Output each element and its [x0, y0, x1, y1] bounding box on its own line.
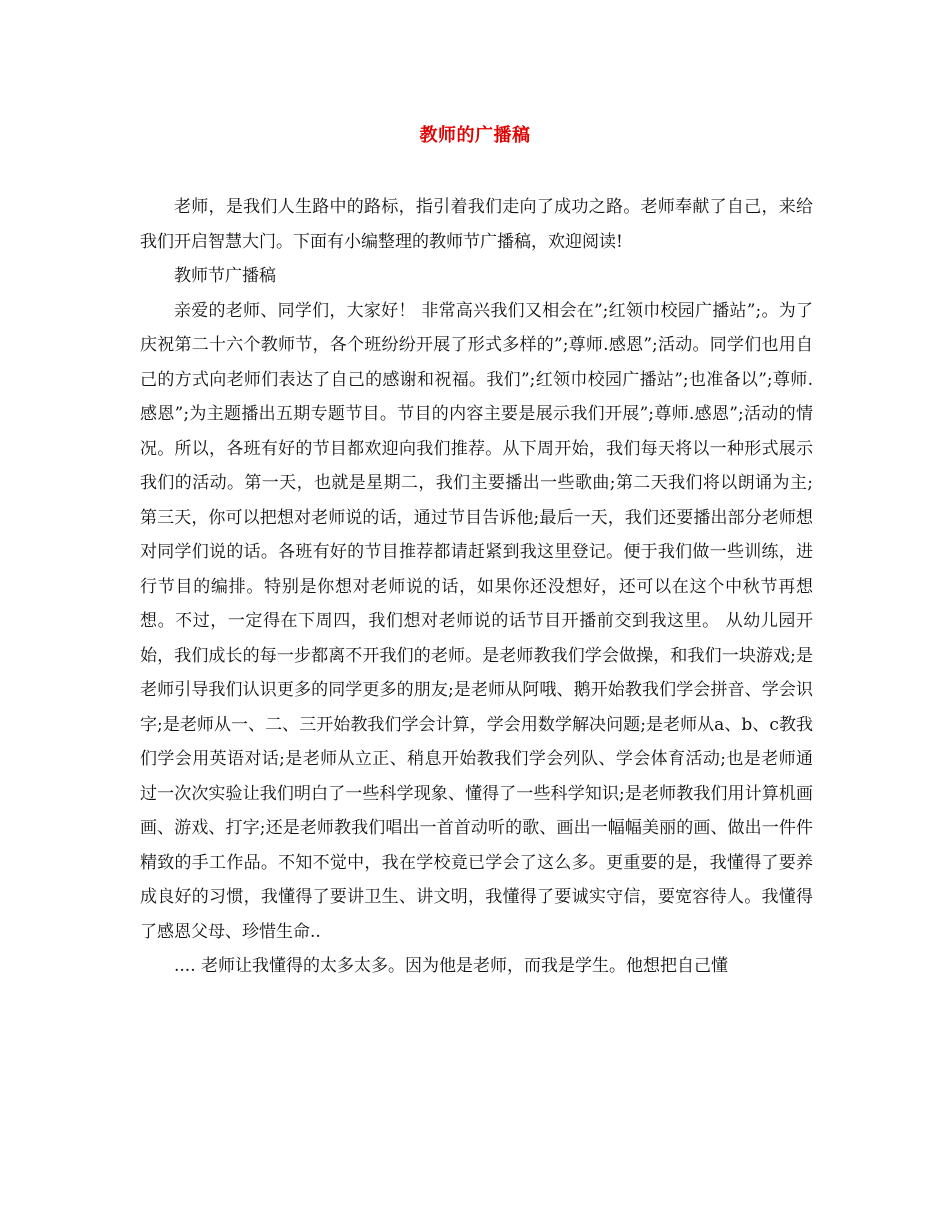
intro-paragraph: 老师，是我们人生路中的路标，指引着我们走向了成功之路。老师奉献了自己，来给我们开启智慧大门。下面有小编整理的教师节广播稿，欢迎阅读!: [140, 197, 813, 252]
document-title: 教师的广播稿: [419, 125, 531, 146]
body-paragraph-continued: .... 老师让我懂得的太多太多。因为他是老师，而我是学生。他想把自己懂: [174, 956, 729, 976]
document-body: [140, 190, 813, 984]
section-heading: 教师节广播稿: [174, 266, 276, 286]
body-paragraph: 亲爱的老师、同学们，大家好！ 非常高兴我们又相会在”;红领巾校园广播站”;。为了庆祝第二十六个教师节，各个班纷纷开展了形式多样的”;尊师.感恩”;活动。同学们也用自己的方式向老师们表达了自己的感谢和祝福。我们”;红领巾校园广播站”;也准备以”;尊师.感恩”;为主题播出五期专题节目。节目的内容主要是展示我们开展”;尊师.感恩”;活动的情况。所以，各班有好的节目都欢迎向我们推荐。从下周开始，我们每天将以一种形式展示我们的活动。第一天，也就是星期二，我们主要播出一些歌曲;第二天我们将以朗诵为主;第三天，你可以把想对老师说的话，通过节目告诉他;最后一天，我们还要播出部分老师想对同学们说的话。各班有好的节目推荐都请赶紧到我这里登记。便于我们做一些训练，进行节目的编排。特别是你想对老师说的话，如果你还没想好，还可以在这个中秋节再想想。不过，一定得在下周四，我们想对老师说的话节目开播前交到我这里。 从幼儿园开始，我们成长的每一步都离不开我们的老师。是老师教我们学会做操，和我们一块游戏;是老师引导我们认识更多的同学更多的朋友;是老师从阿哦、鹅开始教我们学会拼音、学会识字;是老师从一、二、三开始教我们学会计算，学会用数学解决问题;是老师从a、b、c教我们学会用英语对话;是老师从立正、稍息开始教我们学会列队、学会体育活动;也是老师通过一次次实验让我们明白了一些科学现象、懂得了一些科学知识;是老师教我们用计算机画画、游戏、打字;还是老师教我们唱出一首首动听的歌、画出一幅幅美丽的画、做出一件件精致的手工作品。不知不觉中，我在学校竟已学会了这么多。更重要的是，我懂得了要养成良好的习惯，我懂得了要讲卫生、讲文明，我懂得了要诚实守信，要宽容待人。我懂得了感恩父母、珍惜生命..: [140, 300, 813, 942]
